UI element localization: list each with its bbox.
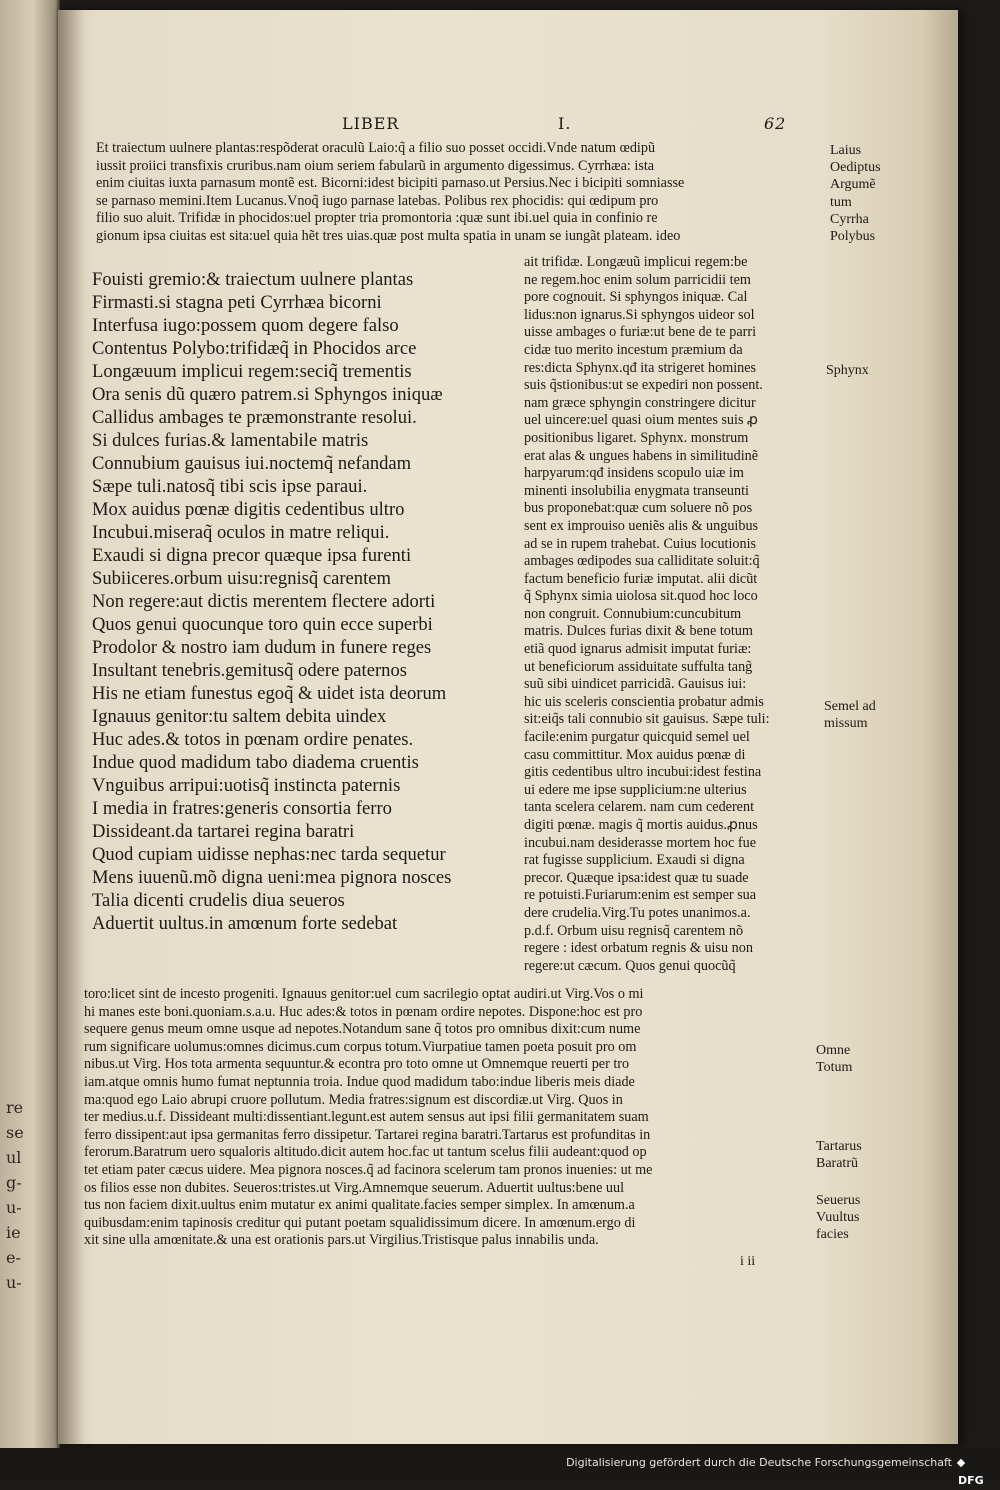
commentary-line: lidus:non ignarus.Si sphyngos uideor sol [524,306,755,323]
commentary-line: se parnaso memini.Item Lucanus.Vnoq̃ iugo parnase latebas. Polibus rex phocidis: qui œdipum pro [96,192,659,209]
commentary-line: factum beneficio furiæ imputat. alii dicũt [524,570,758,587]
verse-line: Vnguibus arripui:uotisq̃ instincta paternis [92,775,401,796]
verse-line: Firmasti.si stagna peti Cyrrhæa bicorni [92,292,382,313]
commentary-line: uisse ambages o furiæ:ut bene de te parri [524,324,757,341]
digitization-footer [0,1448,1000,1487]
margin-note: Seuerus [816,1193,861,1208]
verse-line: Non regere:aut dictis merentem flectere adorti [92,591,436,612]
verse-line: Aduertit uultus.in amœnum forte sedebat [92,913,398,934]
margin-note: Tartarus [816,1139,862,1154]
commentary-line: quibusdam:enim tapinosis creditur qui putant poetam squalidissimum dicere. In amœnum.ergo di [84,1214,636,1231]
margin-note-group [816,1042,852,1076]
spine-shadow [58,10,84,1444]
commentary-line: ad se in rupem trahebat. Cuius locutionis [524,535,757,552]
verse-line: Huc ades.& totos in pœnam ordire penates. [92,729,414,750]
verse-line: Dissideant.da tartarei regina baratri [92,821,355,842]
verse-line: Longæuum implicui regem:seciq̃ trementis [92,361,412,382]
margin-note: Laius [830,143,862,158]
running-head [338,114,818,138]
commentary-line: positionibus ligaret. Sphynx. monstrum [524,429,749,446]
commentary-line: nibus.ut Virg. Hos tota armenta sequuntur.& econtra pro toto omne ut Omnemque reuerti per tro [84,1056,630,1073]
commentary-line: dere crudelia.Virg.Tu potes unanimos.a. [524,904,751,921]
verse-line: His ne etiam funestus egoq̃ & uidet ista deorum [92,683,447,704]
verse-line: I media in fratres:generis consortia ferro [92,798,392,819]
running-title: LIBER [342,114,400,133]
commentary-line: ter medius.u.f. Dissideant multi:dissentiant.legunt.est autem sensus aut ipsi filii germanitatem suam [84,1109,649,1126]
verse-line: Exaudi si digna precor quæque ipsa furenti [92,545,412,566]
margin-note-group [816,1138,862,1172]
right-commentary [524,254,770,975]
commentary-line: res:dicta Sphynx.qđ ita strigeret homines [524,359,757,376]
verse-line: Mens iuuenũ.mõ digna ueni:mea pignora nosces [92,867,452,888]
commentary-line: cidæ tuo merito incestum præmium da [524,341,743,358]
verse-line: Incubui.miseraq̃ oculos in matre reliqui. [92,522,390,543]
commentary-line: ferro dissipent:aut ipsa germanitas ferro dissipetur. Tartarei regina baratri.Tartarus est profunditas in [84,1126,651,1143]
commentary-line: tanta scelera celarem. nam cum cederent [524,799,755,816]
commentary-line: sit:eiq̃s tali connubio sit gauisus. Sæpe tuli: [524,711,770,728]
verse-block [92,268,451,935]
commentary-line: hic uis sceleris conscientia probatur admis [524,693,764,710]
commentary-line: ferorum.Baratrum uero squaloris altitudo.dicit autem hoc.fac ut tantum scelus filii audeant:quod op [84,1144,647,1161]
margin-note: Polybus [830,229,876,245]
commentary-line: sequere genus meum omne usque ad nepotes.Notandum sane q̃ totos pro omnibus dixit:cum nume [84,1021,641,1038]
verse-line: Si dulces furias.& lamentabile matris [92,430,369,451]
commentary-line: ait trifidæ. Longæuũ implicui regem:be [524,254,748,270]
margin-note-group [824,698,876,732]
verse-line: Connubium gauisus iui.noctemq̃ nefandam [92,453,412,474]
dfg-logo-icon: DFG [958,1454,990,1472]
commentary-line: suũ sibi uindicet parricidã. Gauisus iui: [524,676,747,693]
margin-note-group [816,1192,860,1244]
margin-note: Totum [816,1060,853,1076]
commentary-line: precor. Quæque ipsa:idest quæ tu suade [524,869,749,886]
left-facing-page [0,0,60,1448]
book-page [58,10,958,1444]
commentary-line: casu committitur. Mox auidus pœnæ di [524,746,746,763]
verse-line: Callidus ambages te præmonstrante resolui. [92,407,417,428]
commentary-line: gitis cedentibus ultro incubui:idest festina [524,764,762,781]
commentary-line: minenti insolubilia enygmata transeunti [524,482,749,499]
verse-line: Ora senis dũ quæro patrem.si Sphyngos iniquæ [92,384,443,405]
commentary-line: re potuisti.Furiarum:enim est semper sua [524,887,757,904]
margin-note: facies [816,1227,849,1243]
commentary-line: regere:ut cæcum. Quos genui quocũq̃ [524,957,736,974]
verse-line: Talia dicenti crudelis diua seueros [92,890,345,911]
verse-line: Subiiceres.orbum uisu:regnisq̃ carentem [92,568,391,589]
commentary-line: ui edere me ipse supplicium:ne ulterius [524,781,747,798]
margin-note: Oediptus [830,160,881,176]
folio-number: 62 [764,114,787,133]
commentary-line: tus non faciem dixit.uultus enim mutatur ex animi qualitate.facies semper simplex. In amœnum.a [84,1197,635,1214]
commentary-line: pore cognouit. Si sphyngos iniquæ. Cal [524,289,748,306]
margin-note: Vuultus [816,1210,860,1226]
commentary-line: facile:enim purgatur quicquid semel uel [524,729,750,746]
commentary-line: harpyarum:qđ insidens scopulo uiæ im [524,465,744,482]
book-number: I. [558,114,572,133]
commentary-line: hi manes este boni.quoniam.s.a.u. Huc ades:& totos in pœnam ordire nepotes. Dispone:hoc est pro [84,1003,643,1020]
margin-note: tum [830,194,852,210]
margin-note: Semel ad [824,699,876,714]
commentary-line: ut beneficiorum assiduitate suffulta tang̃ [524,658,753,675]
verse-line: Contentus Polybo:trifidæq̃ in Phocidos arce [92,338,417,359]
commentary-line: rat fugisse supplicium. Exaudi si digna [524,852,745,869]
verse-line: Prodolor & nostro iam dudum in funere reges [92,637,432,658]
signature-mark: i ii [740,1254,756,1269]
commentary-line: incubui.nam desiderasse mortem hoc fue [524,834,757,851]
commentary-line: rum significare uolumus:omnes dicimus.cum corpus totum.Viurpatiue tamen poeta posuit pro om [84,1038,637,1055]
commentary-line: ambages œdipodes sua calliditate soluit:q̃ [524,553,760,570]
verse-line: Quos genui quocunque toro quin ecce superbi [92,614,433,635]
commentary-line: iussit proiici transfixis cruribus.nam oium seriem fabularũ in argumento digessimus. Cyrrhæa: ista [96,157,655,174]
verse-line: Ignauus genitor:tu saltem debita uindex [92,706,387,727]
commentary-line: toro:licet sint de incesto progeniti. Ignauus genitor:uel cum sacrilegio optat audiri.ut Virg.Vos o mi [84,986,644,1002]
commentary-line: gionum ipsa ciuitas est sita:uel quia hẽt tres uias.quæ post multa spatia in unam se iungãt plateam. ideo [96,227,681,244]
commentary-line: os filios esse non dubites. Seueros:tristes.ut Virg.Amnemque seuerum. Aduertit uultus:bene uul [84,1179,625,1196]
margin-note: Sphynx [826,363,869,378]
margin-note: Baratrũ [816,1156,858,1172]
commentary-line: Et traiectum uulnere plantas:respõderat oraculũ Laio:q̃ a filio suo posset occidi.Vnde natum œdipũ [96,140,656,156]
commentary-line: enim ciuitas iuxta parnasum montẽ est. Bicorni:idest bicipiti parnaso.ut Persius.Nec i bicipiti somniasse [96,175,685,192]
commentary-line: uel uincere:uel quasi oium mentes suis ꝓ [524,412,758,429]
top-commentary [96,140,684,246]
commentary-line: matris. Dulces furias dixit & bene totum [524,623,753,640]
verse-line: Mox auidus pœnæ digitis cedentibus ultro [92,499,405,520]
margin-note: Argumẽ [830,177,876,193]
commentary-line: suis q̃stionibus:ut se expediri non possent. [524,377,763,394]
commentary-line: ma:quod ego Laio abrupi cruore pollutum. Media fratres:signum est discordiæ.ut Virg. Quos in [84,1091,623,1108]
commentary-line: ne regem.hoc enim solum parricidii tem [524,271,751,288]
commentary-line: regere : idest orbatum regnis & uisu non [524,940,753,957]
commentary-line: filio suo aluit. Trifidæ in phocidos:uel propter tria promontoria :quæ sunt ibi.uel quia in confinio re [96,210,658,227]
verse-line: Insultant tenebris.gemitusq̃ odere paternos [92,660,407,681]
bottom-commentary [84,986,652,1250]
commentary-line: non congruit. Connubium:cuncubitum [524,605,742,622]
verse-line: Interfusa iugo:possem quom degere falso [92,315,399,336]
commentary-line: q̃ Sphynx simia uiolosa sit.quod hoc loco [524,588,758,605]
commentary-line: p.d.f. Orbum uisu regnisq̃ carentem nõ [524,922,744,939]
verse-line: Indue quod madidum tabo diadema cruentis [92,752,419,773]
commentary-line: tet etiam pater cæcus uidere. Mea pignora nosces.q̃ ad facinora scelerum tam pronos inuenies: ut me [84,1161,653,1178]
commentary-line: digiti pœnæ. magis q̃ mortis auidus.ꝓnus [524,817,758,833]
margin-note-group [826,362,869,379]
margin-note: Omne [816,1043,851,1058]
commentary-line: sent ex improuiso ueniẽs alis & unguibus [524,517,759,534]
margin-note: missum [824,716,868,732]
commentary-line: etiã quod ignarus admisit imputat furiæ: [524,641,752,658]
margin-note: Cyrrha [830,211,869,227]
left-page-edge-text: re se ul g- u- ie e- u- [6,1098,24,1292]
commentary-line: iam.atque omnis humo fumat neptunnia troia. Indue quod madidum tabo:indue liberis meis diade [84,1073,635,1090]
verse-line: Sæpe tuli.natosq̃ tibi scis ipse paraui. [92,476,368,497]
commentary-line: bus proponebat:quæ cum soluere nõ pos [524,500,753,517]
commentary-line: nam græce sphyngin constringere dicitur [524,394,756,411]
commentary-line: xit sine ulla amœnitate.& una est orationis pars.ut Virgilius.Tristisque palus innabilis unda. [84,1232,599,1249]
verse-line: Fouisti gremio:& traiectum uulnere plantas [92,269,414,290]
verse-line: Quod cupiam uidisse nephas:nec tarda sequetur [92,844,446,865]
commentary-line: erat alas & ungues habens in similitudinẽ [524,447,759,464]
footer-credit: Digitalisierung gefördert durch die Deutsche Forschungsgemeinschaft [566,1456,952,1469]
margin-note-group [830,142,881,245]
